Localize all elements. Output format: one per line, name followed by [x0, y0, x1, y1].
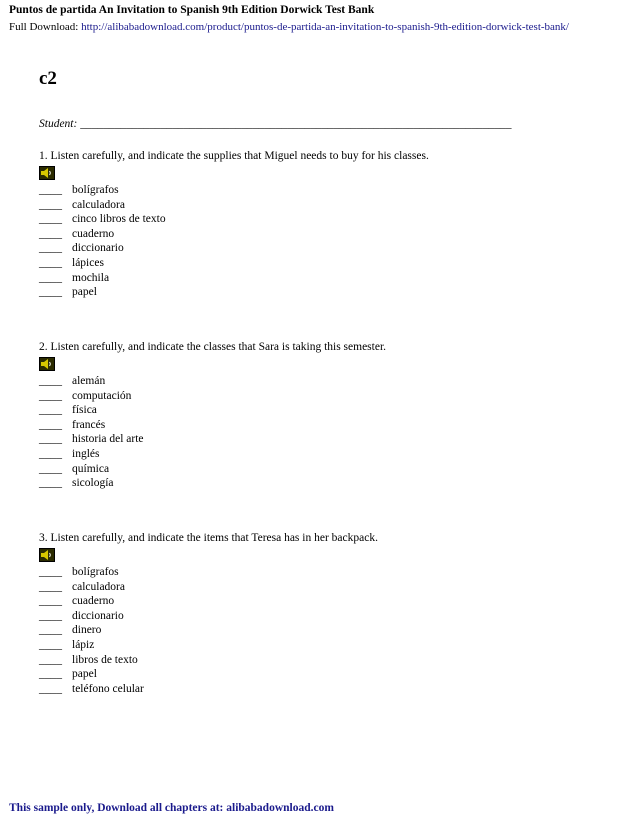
question-prompt: 2. Listen carefully, and indicate the classes that Sara is taking this semester.	[39, 341, 387, 353]
audio-speaker-icon[interactable]	[39, 548, 55, 562]
answer-option[interactable]: ____ lápices	[39, 256, 104, 269]
answer-option[interactable]: ____ inglés	[39, 447, 100, 460]
answer-option[interactable]: ____ bolígrafos	[39, 184, 119, 196]
answer-option[interactable]: ____ diccionario	[39, 242, 124, 255]
answer-option[interactable]: ____ libros de texto	[39, 653, 138, 666]
question-2	[39, 340, 599, 491]
download-footer: This sample only, Download all chapters at: alibabadownload.com	[9, 802, 334, 814]
question-1	[39, 149, 599, 300]
answer-option[interactable]: ____ papel	[39, 286, 97, 299]
answer-option[interactable]: ____ calculadora	[39, 580, 125, 593]
document-header-title: Puntos de partida An Invitation to Spanish 9th Edition Dorwick Test Bank	[9, 4, 375, 16]
answer-option[interactable]: ____ teléfono celular	[39, 682, 144, 695]
download-label: Full Download:	[9, 21, 82, 33]
answer-option[interactable]: ____ sicología	[39, 477, 114, 490]
question-prompt: 3. Listen carefully, and indicate the items that Teresa has in her backpack.	[39, 532, 378, 544]
student-name-field[interactable]: Student: ___________________________________________________________________________	[39, 118, 512, 130]
answer-option[interactable]: ____ dinero	[39, 624, 102, 637]
answer-option[interactable]: ____ computación	[39, 389, 132, 402]
document-id: c2	[39, 68, 57, 89]
answer-option[interactable]: ____ mochila	[39, 271, 110, 284]
question-prompt: 1. Listen carefully, and indicate the supplies that Miguel needs to buy for his classes.	[39, 150, 429, 162]
answer-option[interactable]: ____ alemán	[39, 375, 106, 387]
answer-option[interactable]: ____ cuaderno	[39, 595, 115, 608]
answer-option[interactable]: ____ historia del arte	[39, 433, 144, 446]
answer-option[interactable]: ____ calculadora	[39, 198, 125, 211]
answer-option[interactable]: ____ física	[39, 404, 97, 417]
download-link[interactable]: http://alibabadownload.com/product/puntos-de-partida-an-invitation-to-spanish-9th-edition-dorwick-test-bank/	[81, 21, 569, 33]
answer-option[interactable]: ____ cuaderno	[39, 227, 115, 240]
question-3	[39, 531, 599, 696]
audio-speaker-icon[interactable]	[39, 357, 55, 371]
audio-speaker-icon[interactable]	[39, 166, 55, 180]
answer-option[interactable]: ____ cinco libros de texto	[39, 213, 166, 226]
answer-option[interactable]: ____ francés	[39, 418, 106, 431]
answer-option[interactable]: ____ papel	[39, 668, 97, 681]
answer-option[interactable]: ____ bolígrafos	[39, 566, 119, 578]
answer-option[interactable]: ____ diccionario	[39, 609, 124, 622]
answer-option[interactable]: ____ química	[39, 462, 110, 475]
download-line	[9, 21, 569, 33]
answer-option[interactable]: ____ lápiz	[39, 638, 95, 651]
